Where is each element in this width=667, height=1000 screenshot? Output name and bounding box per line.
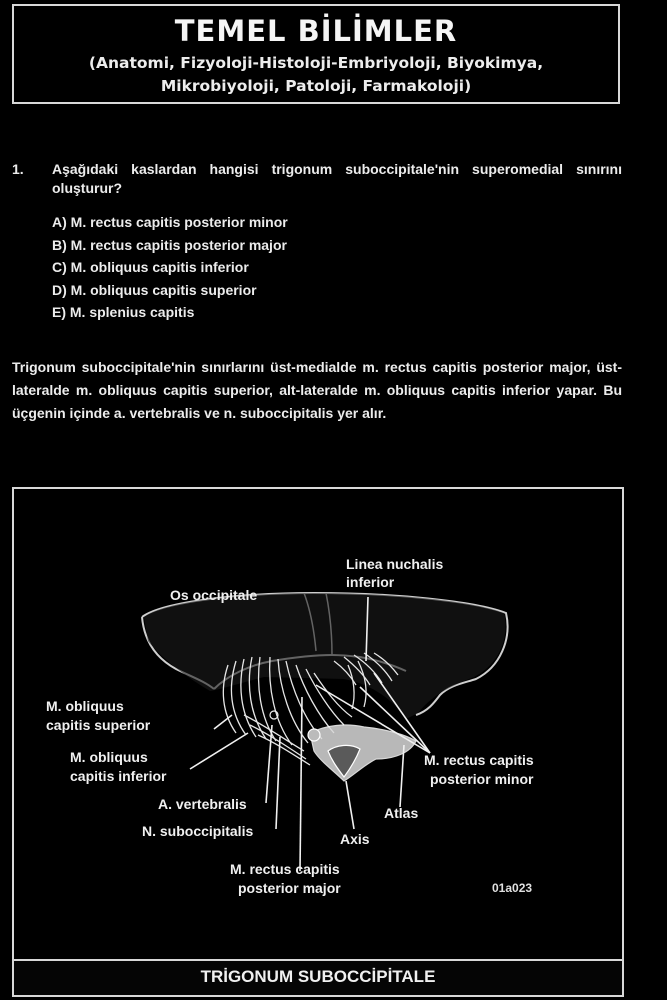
label-obliquus-inferior-2: capitis inferior (70, 768, 167, 784)
answer-options (52, 211, 622, 324)
label-n-suboccipitalis: N. suboccipitalis (142, 823, 254, 839)
option-a: A) M. rectus capitis posterior minor (52, 214, 288, 230)
label-rectus-major-1: M. rectus capitis (230, 861, 340, 877)
option-e: E) M. splenius capitis (52, 304, 195, 320)
label-os-occipitale: Os occipitale (170, 587, 258, 603)
label-a-vertebralis: A. vertebralis (158, 796, 247, 812)
label-rectus-minor-1: M. rectus capitis (424, 752, 534, 768)
label-rectus-minor-2: posterior minor (430, 771, 534, 787)
label-linea-nuchalis-2: inferior (346, 574, 395, 590)
page-title: TEMEL BİLİMLER (174, 14, 458, 48)
label-obliquus-superior-2: capitis superior (46, 717, 151, 733)
option-c: C) M. obliquus capitis inferior (52, 259, 249, 275)
figure-id: 01a023 (492, 881, 533, 895)
figure-box (12, 487, 624, 997)
explanation-text: Trigonum suboccipitale'nin sınırlarını üst-medialde m. rectus capitis posterior major, üst-lateralde m. obliquus capitis superior, alt-lateralde m. obliquus capitis inferior yapar. Bu üçgenin içinde a. vertebralis ve n. suboccipitalis yer alır. (12, 359, 622, 421)
figure-caption: TRİGONUM SUBOCCİPİTALE (14, 959, 622, 995)
page-subtitle: (Anatomi, Fizyoloji-Histoloji-Embriyoloji, Biyokimya, Mikrobiyoloji, Patoloji, Farmakoloji) (88, 54, 544, 95)
question-block (12, 160, 622, 324)
option-d: D) M. obliquus capitis superior (52, 281, 257, 298)
label-axis: Axis (340, 831, 370, 847)
anatomy-illustration (14, 489, 622, 963)
vertebrae-drawing (270, 711, 416, 781)
question-text: Aşağıdaki kaslardan hangisi trigonum suboccipitale'nin superomedial sınırını oluşturur? (52, 161, 622, 196)
option-b: B) M. rectus capitis posterior major (52, 236, 287, 253)
label-obliquus-superior-1: M. obliquus (46, 698, 124, 714)
label-obliquus-inferior-1: M. obliquus (70, 749, 148, 765)
question-number: 1. (12, 161, 24, 177)
header-box (12, 4, 620, 104)
label-rectus-major-2: posterior major (238, 880, 341, 896)
label-linea-nuchalis-1: Linea nuchalis (346, 556, 444, 572)
label-atlas: Atlas (384, 805, 419, 821)
